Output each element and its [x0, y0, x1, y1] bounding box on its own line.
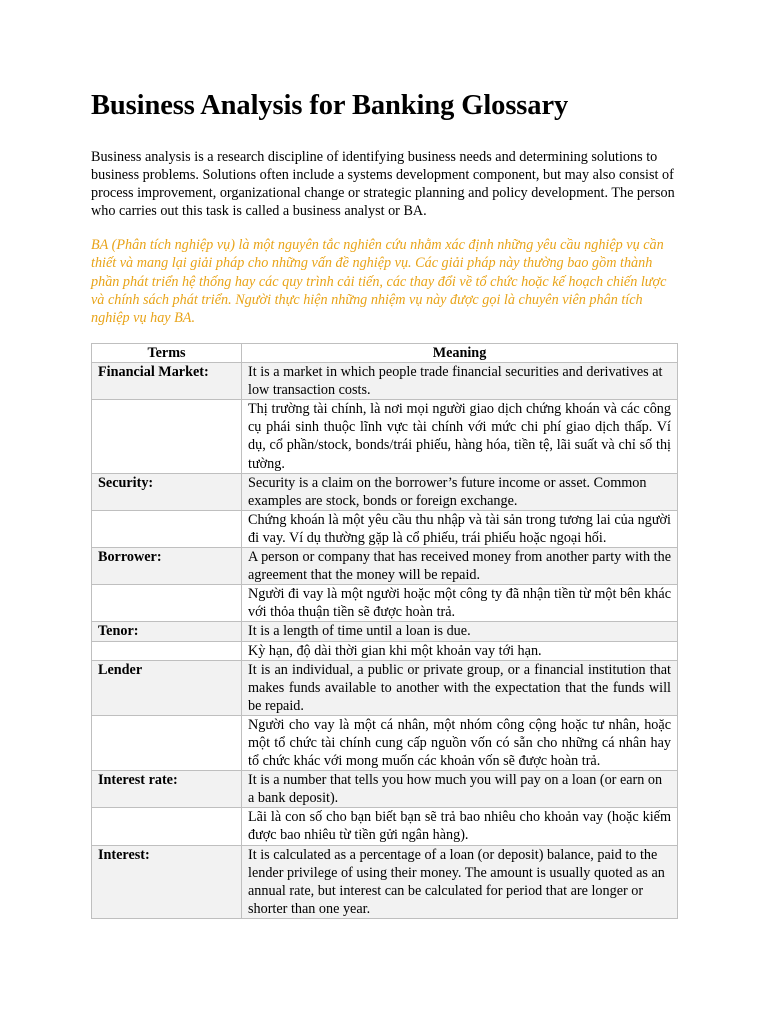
- table-row: [92, 808, 678, 845]
- meaning-en-cell: It is a length of time until a loan is due.: [242, 622, 678, 641]
- table-row: [92, 473, 678, 510]
- term-cell: Financial Market:: [92, 363, 242, 400]
- meaning-en-cell: It is calculated as a percentage of a loan (or deposit) balance, paid to the lender privilege of using their money. The amount is usually quoted as an annual rate, but interest can be calculated for period that are longer or shorter than one year.: [242, 845, 678, 918]
- empty-term-cell: [92, 715, 242, 770]
- table-row: [92, 660, 678, 715]
- term-cell: Tenor:: [92, 622, 242, 641]
- empty-term-cell: [92, 808, 242, 845]
- table-row: [92, 715, 678, 770]
- meaning-vi-cell: Người đi vay là một người hoặc một công ty đã nhận tiền từ một bên khác với thỏa thuận tiền sẽ được hoàn trả.: [242, 585, 678, 622]
- header-terms: Terms: [92, 344, 242, 363]
- intro-vietnamese: BA (Phân tích nghiệp vụ) là một nguyên tắc nghiên cứu nhằm xác định những yêu cầu nghiệp vụ cần thiết và mang lại giải pháp cho những vấn đề nghiệp vụ. Các giải pháp này thường bao gồm thành phần phát triển hệ thống hay các quy trình cải tiến, các thay đổi về tổ chức hoặc kế hoạch chiến lược và chính sách phát triển. Người thực hiện những nhiệm vụ này được gọi là chuyên viên phân tích nghiệp vụ hay BA.: [91, 237, 667, 327]
- table-header-row: [92, 344, 678, 363]
- table-row: [92, 771, 678, 808]
- term-cell: Interest rate:: [92, 771, 242, 808]
- empty-term-cell: [92, 641, 242, 660]
- table-row: [92, 510, 678, 547]
- meaning-vi-cell: Chứng khoán là một yêu cầu thu nhập và tài sản trong tương lai của người đi vay. Ví dụ thường gặp là cổ phiếu, trái phiếu hoặc ngoại hối.: [242, 510, 678, 547]
- empty-term-cell: [92, 510, 242, 547]
- meaning-vi-cell: Người cho vay là một cá nhân, một nhóm công cộng hoặc tư nhân, hoặc một tổ chức tài chính cung cấp nguồn vốn có sẵn cho những cá nhân hay tổ chức khác với mong muốn các khoản vốn sẽ được hoàn trả.: [242, 715, 678, 770]
- meaning-en-cell: It is an individual, a public or private group, or a financial institution that makes funds available to another with the expectation that the funds will be repaid.: [242, 660, 678, 715]
- meaning-en-cell: It is a number that tells you how much you will pay on a loan (or earn on a bank deposit).: [242, 771, 678, 808]
- glossary-table: [91, 343, 678, 919]
- meaning-en-cell: Security is a claim on the borrower’s future income or asset. Common examples are stock, bonds or foreign exchange.: [242, 473, 678, 510]
- table-row: [92, 548, 678, 585]
- empty-term-cell: [92, 585, 242, 622]
- meaning-en-cell: It is a market in which people trade financial securities and derivatives at low transaction costs.: [242, 363, 678, 400]
- table-row: [92, 400, 678, 473]
- term-cell: Lender: [92, 660, 242, 715]
- table-row: [92, 622, 678, 641]
- term-cell: Borrower:: [92, 548, 242, 585]
- empty-term-cell: [92, 400, 242, 473]
- header-meaning: Meaning: [242, 344, 678, 363]
- meaning-en-cell: A person or company that has received money from another party with the agreement that the money will be repaid.: [242, 548, 678, 585]
- term-cell: Interest:: [92, 845, 242, 918]
- table-row: [92, 641, 678, 660]
- meaning-vi-cell: Lãi là con số cho bạn biết bạn sẽ trả bao nhiêu cho khoản vay (hoặc kiếm được bao nhiêu từ tiền gửi ngân hàng).: [242, 808, 678, 845]
- table-row: [92, 585, 678, 622]
- page-title: Business Analysis for Banking Glossary: [91, 90, 569, 121]
- meaning-vi-cell: Kỳ hạn, độ dài thời gian khi một khoản vay tới hạn.: [242, 641, 678, 660]
- meaning-vi-cell: Thị trường tài chính, là nơi mọi người giao dịch chứng khoán và các công cụ phái sinh thuộc lĩnh vực tài chính với mức chi phí giao dịch thấp. Ví dụ, cổ phần/stock, bonds/trái phiếu, hàng hóa, tiền tệ, lãi suất và chỉ số thị tường.: [242, 400, 678, 473]
- table-row: [92, 363, 678, 400]
- intro-english: Business analysis is a research discipline of identifying business needs and determining solutions to business problems. Solutions often include a systems development component, but may also consist of process improvement, organizational change or strategic planning and policy development. The person who carries out this task is called a business analyst or BA.: [91, 149, 675, 219]
- term-cell: Security:: [92, 473, 242, 510]
- table-row: [92, 845, 678, 918]
